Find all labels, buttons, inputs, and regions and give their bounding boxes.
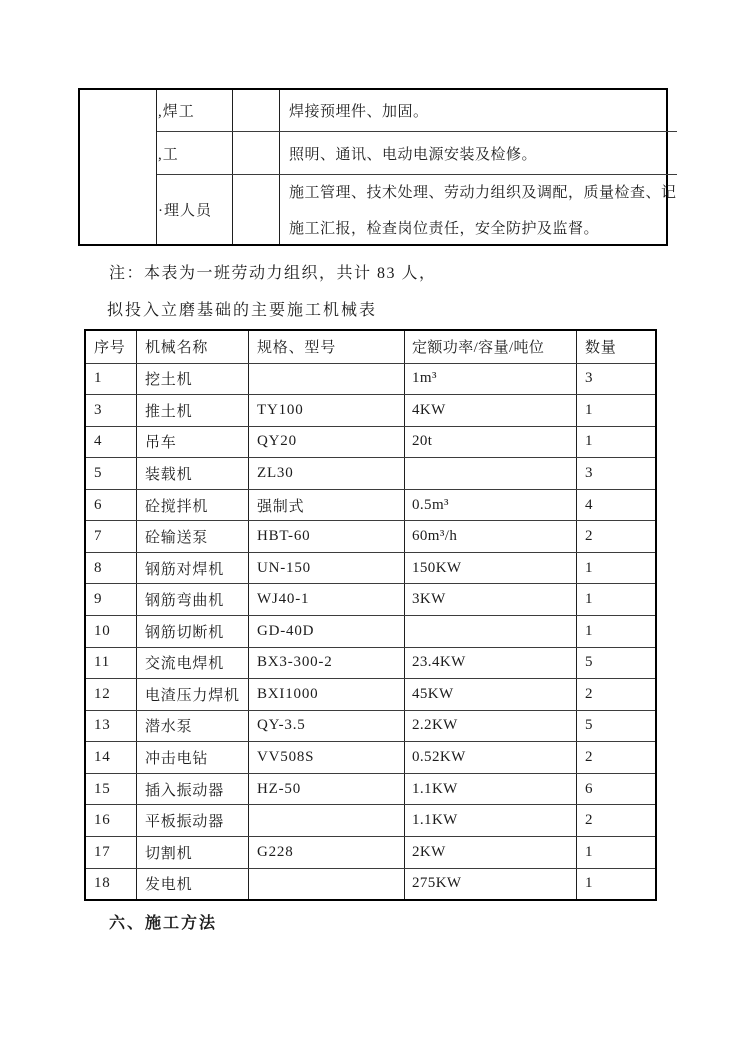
cell-qty: 2 bbox=[585, 528, 594, 545]
cell-power bbox=[405, 616, 577, 647]
labor-duty-cell bbox=[280, 90, 677, 131]
machine-table-body bbox=[86, 364, 655, 900]
cell-power: 150KW bbox=[405, 553, 577, 584]
labor-count-cell bbox=[233, 90, 280, 131]
cell-qty: 5 bbox=[585, 654, 594, 671]
cell-power: 275KW bbox=[405, 869, 577, 900]
cell-power: 3KW bbox=[405, 584, 577, 615]
machine-table-header-row bbox=[86, 331, 655, 364]
cell-no: 3 bbox=[86, 395, 137, 426]
cell-no: 17 bbox=[86, 837, 137, 868]
cell-model: BX3-300-2 bbox=[249, 648, 405, 679]
cell-qty: 1 bbox=[585, 401, 594, 418]
cell-no: 8 bbox=[86, 553, 137, 584]
labor-table-rows bbox=[157, 90, 677, 244]
cell-no: 10 bbox=[86, 616, 137, 647]
cell-name: 冲击电钻 bbox=[137, 742, 249, 773]
machine-row bbox=[86, 805, 655, 837]
cell-no: 11 bbox=[86, 648, 137, 679]
machine-row bbox=[86, 679, 655, 711]
cell-no: 14 bbox=[86, 742, 137, 773]
cell-qty: 1 bbox=[585, 875, 594, 892]
cell-qty: 3 bbox=[585, 464, 594, 481]
cell-model bbox=[249, 869, 405, 900]
cell-qty: 2 bbox=[585, 749, 594, 766]
cell-no: 15 bbox=[86, 774, 137, 805]
cell-name: 装载机 bbox=[137, 458, 249, 489]
machine-row bbox=[86, 458, 655, 490]
cell-power: 1m³ bbox=[405, 364, 577, 395]
cell-name: 平板振动器 bbox=[137, 805, 249, 836]
cell-model: 强制式 bbox=[249, 490, 405, 521]
cell-name: 挖土机 bbox=[137, 364, 249, 395]
cell-power: 20t bbox=[405, 427, 577, 458]
cell-power: 45KW bbox=[405, 679, 577, 710]
cell-model: GD-40D bbox=[249, 616, 405, 647]
header-cell-qty: 数量 bbox=[585, 340, 617, 357]
labor-row-manager bbox=[157, 175, 677, 244]
cell-model bbox=[249, 364, 405, 395]
cell-no: 5 bbox=[86, 458, 137, 489]
cell-model bbox=[249, 805, 405, 836]
header-cell-name: 机械名称 bbox=[137, 331, 249, 363]
cell-name: 电渣压力焊机 bbox=[137, 679, 249, 710]
header-cell-no: 序号 bbox=[86, 331, 137, 363]
cell-qty: 5 bbox=[585, 717, 594, 734]
machine-row bbox=[86, 648, 655, 680]
cell-model: VV508S bbox=[249, 742, 405, 773]
cell-qty: 2 bbox=[585, 812, 594, 829]
labor-row-electrician bbox=[157, 132, 677, 175]
cell-power: 4KW bbox=[405, 395, 577, 426]
cell-name: 钢筋切断机 bbox=[137, 616, 249, 647]
cell-power: 2KW bbox=[405, 837, 577, 868]
cell-name: 发电机 bbox=[137, 869, 249, 900]
machine-row bbox=[86, 395, 655, 427]
cell-qty: 4 bbox=[585, 496, 594, 513]
machine-row bbox=[86, 616, 655, 648]
labor-duty-cell bbox=[280, 175, 677, 244]
labor-role-cell: ,焊工 bbox=[157, 90, 233, 131]
cell-no: 18 bbox=[86, 869, 137, 900]
cell-qty: 1 bbox=[585, 591, 594, 608]
cell-model: TY100 bbox=[249, 395, 405, 426]
labor-duty-text: 施工汇报，检查岗位责任，安全防护及监督。 bbox=[289, 221, 600, 237]
machine-row bbox=[86, 364, 655, 396]
cell-model: BXI1000 bbox=[249, 679, 405, 710]
cell-name: 砼输送泵 bbox=[137, 521, 249, 552]
machine-table-title: 拟投入立磨基础的主要施工机械表 bbox=[107, 302, 378, 319]
cell-name: 切割机 bbox=[137, 837, 249, 868]
cell-qty: 6 bbox=[585, 780, 594, 797]
cell-model: ZL30 bbox=[249, 458, 405, 489]
header-cell-power: 定额功率/容量/吨位 bbox=[405, 331, 577, 363]
cell-name: 砼搅拌机 bbox=[137, 490, 249, 521]
cell-model: G228 bbox=[249, 837, 405, 868]
cell-power: 60m³/h bbox=[405, 521, 577, 552]
labor-duty-text: 照明、通讯、电动电源安装及检修。 bbox=[289, 146, 538, 163]
cell-qty: 3 bbox=[585, 370, 594, 387]
cell-power: 0.52KW bbox=[405, 742, 577, 773]
cell-qty: 1 bbox=[585, 622, 594, 639]
cell-no: 12 bbox=[86, 679, 137, 710]
cell-power: 23.4KW bbox=[405, 648, 577, 679]
cell-name: 插入振动器 bbox=[137, 774, 249, 805]
machine-row bbox=[86, 774, 655, 806]
labor-count-cell bbox=[233, 132, 280, 174]
cell-name: 推土机 bbox=[137, 395, 249, 426]
labor-duty-cell bbox=[280, 132, 677, 174]
labor-count-cell bbox=[233, 175, 280, 244]
machine-row bbox=[86, 584, 655, 616]
machine-row bbox=[86, 490, 655, 522]
cell-model: HZ-50 bbox=[249, 774, 405, 805]
labor-table-note: 注：本表为一班劳动力组织，共计 83 人， bbox=[109, 265, 437, 282]
cell-no: 16 bbox=[86, 805, 137, 836]
machine-row bbox=[86, 869, 655, 900]
cell-name: 钢筋弯曲机 bbox=[137, 584, 249, 615]
header-cell-model: 规格、型号 bbox=[249, 331, 405, 363]
cell-no: 7 bbox=[86, 521, 137, 552]
machine-row bbox=[86, 553, 655, 585]
cell-power: 1.1KW bbox=[405, 774, 577, 805]
section-heading: 六、施工方法 bbox=[109, 915, 218, 932]
labor-row-welder bbox=[157, 90, 677, 132]
cell-model: UN-150 bbox=[249, 553, 405, 584]
labor-duty-text: 施工管理、技术处理、劳动力组织及调配，质量检查、记 bbox=[289, 185, 677, 201]
machine-row bbox=[86, 427, 655, 459]
labor-role-cell: ·理人员 bbox=[157, 175, 233, 244]
cell-qty: 1 bbox=[585, 433, 594, 450]
machine-row bbox=[86, 521, 655, 553]
cell-name: 交流电焊机 bbox=[137, 648, 249, 679]
cell-model: WJ40-1 bbox=[249, 584, 405, 615]
cell-name: 潜水泵 bbox=[137, 711, 249, 742]
machine-row bbox=[86, 711, 655, 743]
cell-power bbox=[405, 458, 577, 489]
machine-row bbox=[86, 742, 655, 774]
labor-role-cell: ,工 bbox=[157, 132, 233, 174]
labor-duty-text: 焊接预埋件、加固。 bbox=[289, 104, 429, 120]
labor-table bbox=[78, 88, 677, 246]
cell-name: 吊车 bbox=[137, 427, 249, 458]
cell-power: 2.2KW bbox=[405, 711, 577, 742]
cell-model: QY-3.5 bbox=[249, 711, 405, 742]
cell-name: 钢筋对焊机 bbox=[137, 553, 249, 584]
cell-power: 1.1KW bbox=[405, 805, 577, 836]
machine-table bbox=[84, 329, 657, 901]
machine-row bbox=[86, 837, 655, 869]
cell-power: 0.5m³ bbox=[405, 490, 577, 521]
cell-qty: 1 bbox=[585, 843, 594, 860]
cell-model: QY20 bbox=[249, 427, 405, 458]
cell-no: 6 bbox=[86, 490, 137, 521]
cell-model: HBT-60 bbox=[249, 521, 405, 552]
cell-no: 13 bbox=[86, 711, 137, 742]
cell-no: 1 bbox=[86, 364, 137, 395]
labor-table-merged-cell bbox=[80, 90, 157, 244]
cell-no: 9 bbox=[86, 584, 137, 615]
cell-qty: 1 bbox=[585, 559, 594, 576]
cell-no: 4 bbox=[86, 427, 137, 458]
cell-qty: 2 bbox=[585, 685, 594, 702]
